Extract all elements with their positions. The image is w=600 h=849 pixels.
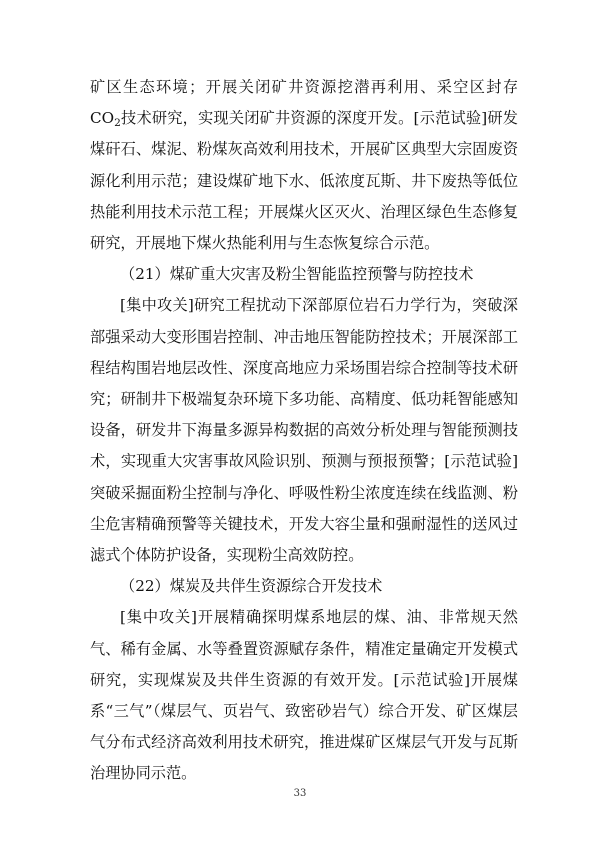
section-heading	[90, 571, 518, 602]
paragraph	[90, 290, 518, 571]
text-segment: （22）煤炭及共伴生资源综合开发技术	[120, 577, 383, 596]
paragraph	[90, 72, 518, 259]
section-heading	[90, 259, 518, 290]
subscript-text: 2	[114, 116, 121, 130]
paragraph	[90, 602, 518, 789]
document-body	[90, 72, 518, 790]
text-segment: [集中攻关]研究工程扰动下深部原位岩石力学行为，突破深部强采动大变形围岩控制、冲击地压智能防控技术；开展深部工程结构围岩地层改性、深度高地应力采场围岩综合控制等技术研究；研制井下极端复杂环境下多功能、高精度、低功耗智能感知设备，研发井下海量多源异构数据的高效分析处理与智能预测技术，实现重大灾害事故风险识别、预测与预报预警；[示范试验]突破采掘面粉尘控制与净化、呼吸性粉尘浓度连续在线监测、粉尘危害精确预警等关键技术，开发大容尘量和强耐湿性的送风过滤式个体防护设备，实现粉尘高效防控。	[90, 296, 518, 565]
text-segment: （21）煤矿重大灾害及粉尘智能监控预警与防控技术	[120, 265, 474, 284]
page-number: 33	[293, 788, 307, 799]
text-segment: [集中攻关]开展精确探明煤系地层的煤、油、非常规天然气、稀有金属、水等叠置资源赋存条件，精准定量确定开发模式研究，实现煤炭及共伴生资源的有效开发。[示范试验]开展煤系“三气”（煤层气、页岩气、致密砂岩气）综合开发、矿区煤层气分布式经济高效利用技术研究，推进煤矿区煤层气开发与瓦斯治理协同示范。	[90, 608, 518, 783]
text-segment: 技术研究，实现关闭矿井资源的深度开发。[示范试验]研发煤矸石、煤泥、粉煤灰高效利用技术，开展矿区典型大宗固废资源化利用示范；建设煤矿地下水、低浓度瓦斯、井下废热等低位热能利用技术示范工程；开展煤火区灭火、治理区绿色生态修复研究，开展地下煤火热能利用与生态恢复综合示范。	[90, 109, 518, 253]
text-segment: 矿区生态环境；开展关闭矿井资源挖潜再利用、采空区封存 CO	[90, 78, 518, 128]
